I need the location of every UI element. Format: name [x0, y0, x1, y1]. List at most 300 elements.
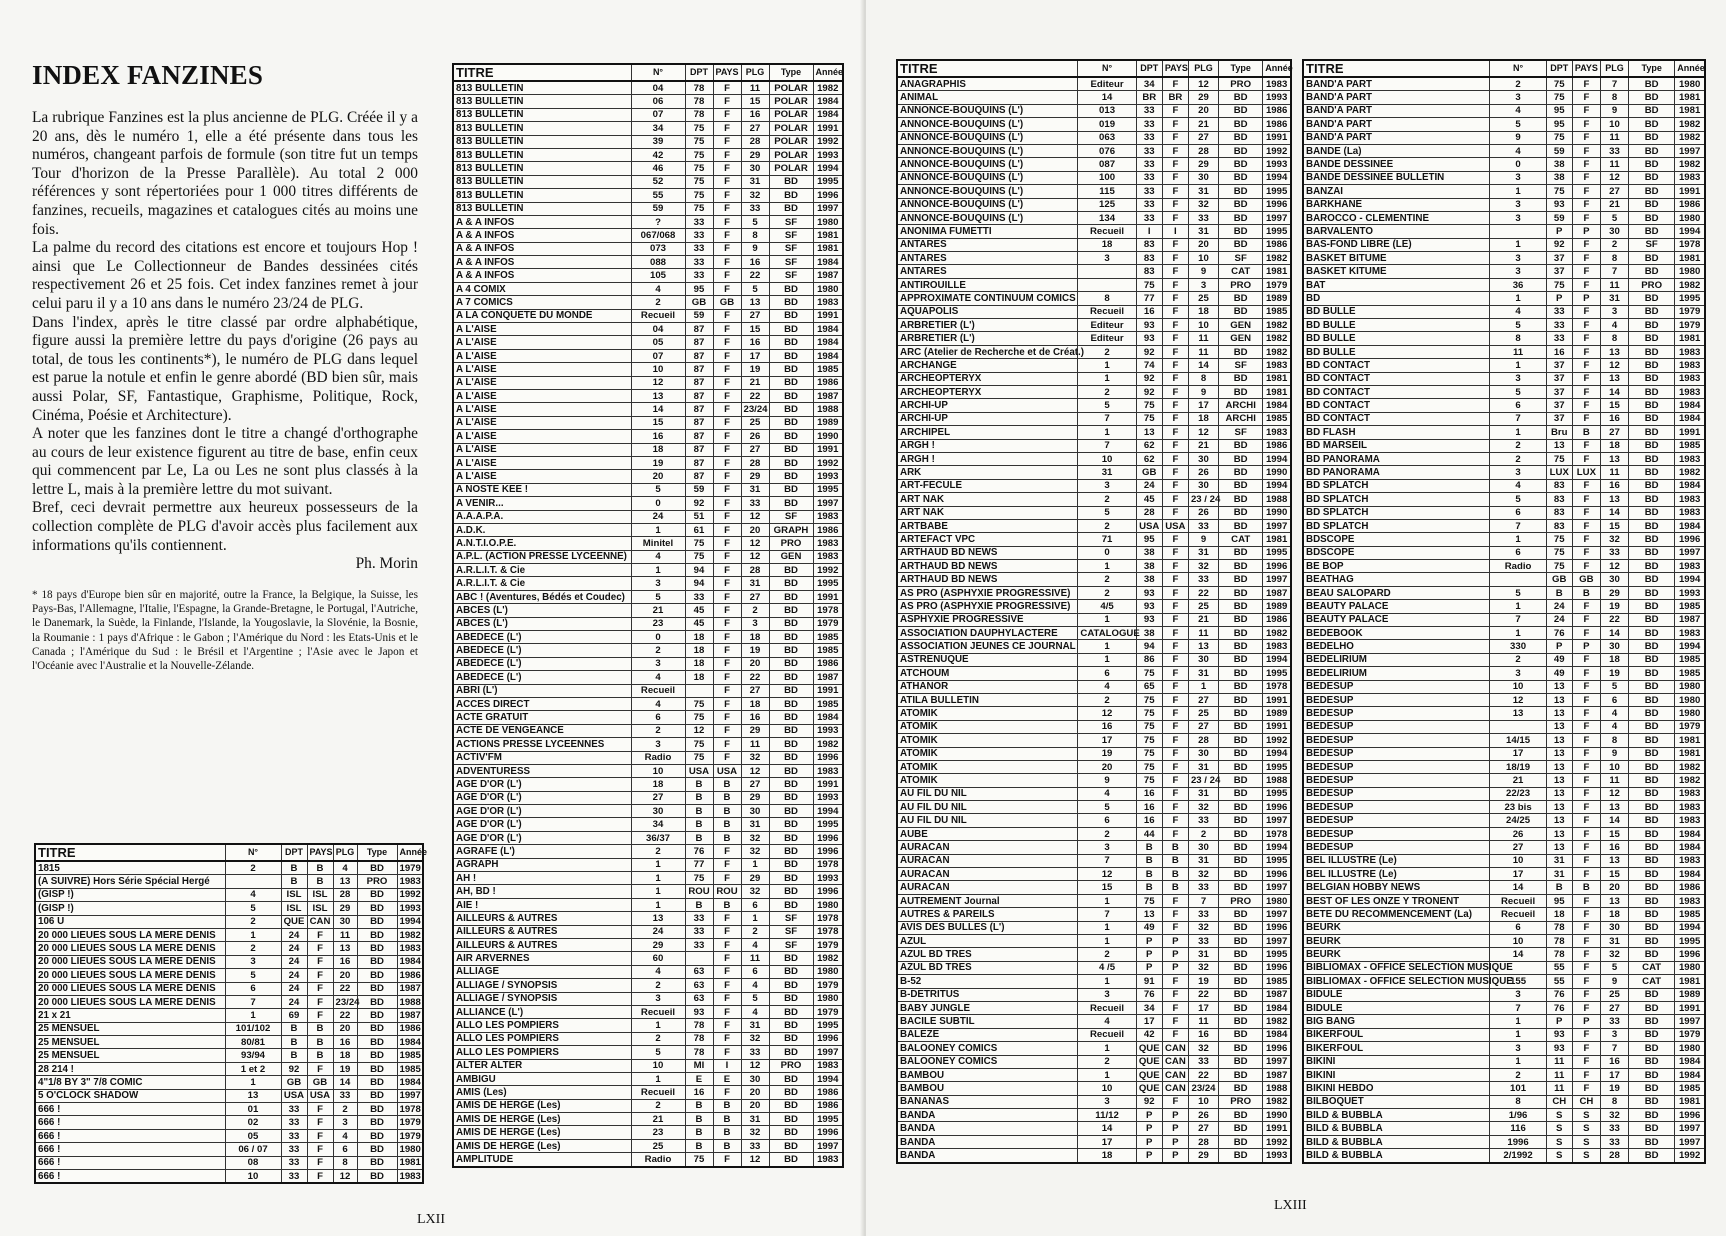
cell-numero: 1 — [1078, 1042, 1136, 1055]
cell-titre: ATILA BULLETIN — [897, 693, 1078, 706]
cell-numero: 06 / 07 — [225, 1143, 281, 1156]
cell-dpt: 78 — [685, 1046, 713, 1059]
cell-dpt: 87 — [685, 403, 713, 416]
cell-titre: BALEZE — [897, 1028, 1078, 1041]
cell-dpt: 92 — [1136, 1095, 1162, 1108]
table-row — [453, 939, 843, 952]
cell-titre: AVIS DES BULLES (L') — [897, 921, 1078, 934]
cell-dpt: 77 — [1136, 292, 1162, 305]
cell-numero: 3 — [631, 657, 685, 670]
cell-dpt: 13 — [1546, 760, 1572, 773]
cell-numero: 3 — [1490, 466, 1546, 479]
cell-type: BD — [357, 1049, 397, 1062]
cell-pays: F — [1572, 667, 1600, 680]
cell-type: BD — [1219, 144, 1263, 157]
cell-type: POLAR — [769, 148, 813, 161]
cell-pays: B — [307, 1036, 333, 1049]
page-title: INDEX FANZINES — [32, 60, 264, 90]
cell-numero: 067/068 — [631, 229, 685, 242]
cell-dpt: S — [1546, 1149, 1572, 1163]
cell-dpt: 75 — [685, 135, 713, 148]
cell-pays: B — [713, 831, 741, 844]
cell-numero: 26 — [1490, 827, 1546, 840]
cell-plg: 13 — [1600, 894, 1628, 907]
table-row — [897, 198, 1291, 211]
cell-plg: 22 — [333, 1009, 357, 1022]
cell-pays: F — [713, 456, 741, 469]
cell-dpt: 87 — [685, 323, 713, 336]
table-row — [1303, 707, 1705, 720]
cell-numero: Recueil — [631, 309, 685, 322]
cell-titre: ANTARES — [897, 265, 1078, 278]
cell-titre: ASPHYXIE PROGRESSIVE — [897, 613, 1078, 626]
cell-pays: F — [713, 711, 741, 724]
table-row — [1303, 760, 1705, 773]
cell-pays: F — [1162, 198, 1188, 211]
cell-titre: ARCHANGE — [897, 359, 1078, 372]
cell-plg: 15 — [1600, 399, 1628, 412]
cell-dpt: 75 — [685, 148, 713, 161]
cell-numero: 13 — [631, 912, 685, 925]
cell-dpt: 65 — [1136, 680, 1162, 693]
cell-annee: 1991 — [813, 684, 843, 697]
cell-dpt: B — [281, 1049, 307, 1062]
cell-type: BD — [769, 858, 813, 871]
cell-pays: F — [713, 309, 741, 322]
cell-plg: 19 — [1600, 1082, 1628, 1095]
cell-pays: B — [713, 898, 741, 911]
cell-titre: BACILE SUBTIL — [897, 1015, 1078, 1028]
cell-annee: 1983 — [1675, 894, 1705, 907]
cell-plg: 33 — [1188, 935, 1218, 948]
cell-titre: BALOONEY COMICS — [897, 1042, 1078, 1055]
cell-numero: 18 — [631, 778, 685, 791]
cell-plg: 13 — [1600, 372, 1628, 385]
cell-numero: 2 — [1078, 385, 1136, 398]
cell-numero: 2 — [1078, 827, 1136, 840]
cell-titre: AU FIL DU NIL — [897, 801, 1078, 814]
cell-dpt — [685, 952, 713, 965]
cell-numero: 2 — [631, 845, 685, 858]
cell-titre: AURACAN — [897, 854, 1078, 867]
cell-titre: BIKINI HEBDO — [1303, 1082, 1490, 1095]
cell-pays: F — [1572, 1068, 1600, 1081]
cell-plg: 30 — [1188, 479, 1218, 492]
table-row — [35, 969, 423, 982]
table-row — [897, 747, 1291, 760]
cell-pays: B — [307, 1022, 333, 1035]
cell-titre: BARVALENTO — [1303, 225, 1490, 238]
cell-pays: F — [1162, 693, 1188, 706]
cell-numero: 15 — [1078, 881, 1136, 894]
cell-dpt: 63 — [685, 992, 713, 1005]
cell-plg: 14 — [1600, 506, 1628, 519]
cell-plg: 11 — [741, 81, 769, 95]
table-row — [1303, 439, 1705, 452]
cell-dpt: 37 — [1546, 372, 1572, 385]
table-row — [35, 1049, 423, 1062]
cell-titre: ARTHAUD BD NEWS — [897, 546, 1078, 559]
cell-titre: ART-FECULE — [897, 479, 1078, 492]
table-row — [35, 1103, 423, 1116]
cell-titre: ACCES DIRECT — [453, 697, 631, 710]
cell-pays: F — [1572, 305, 1600, 318]
cell-numero: 23 — [631, 1126, 685, 1139]
cell-numero: 3 — [1490, 667, 1546, 680]
cell-dpt: 31 — [1546, 854, 1572, 867]
cell-annee: 1990 — [1263, 466, 1291, 479]
cell-type: BD — [1219, 1082, 1263, 1095]
cell-plg: 22 — [741, 671, 769, 684]
table-row — [897, 412, 1291, 425]
cell-titre: A LA CONQUETE DU MONDE — [453, 309, 631, 322]
table-row — [1303, 653, 1705, 666]
cell-pays: F — [713, 269, 741, 282]
cell-type: BD — [1219, 693, 1263, 706]
cell-type: BD — [1629, 332, 1675, 345]
cell-pays: F — [713, 403, 741, 416]
cell-titre: (A SUIVRE) Hors Série Spécial Hergé — [35, 875, 225, 888]
cell-dpt: 92 — [1546, 238, 1572, 251]
cell-numero: 21 — [631, 604, 685, 617]
cell-numero: 1 — [1490, 600, 1546, 613]
cell-pays: P — [1162, 1135, 1188, 1148]
table-row — [453, 885, 843, 898]
cell-numero: 93/94 — [225, 1049, 281, 1062]
table-row — [1303, 144, 1705, 157]
cell-titre: AMPLITUDE — [453, 1153, 631, 1167]
cell-type: BD — [1219, 506, 1263, 519]
cell-dpt: 13 — [1546, 774, 1572, 787]
cell-annee: 1985 — [813, 631, 843, 644]
table-row — [897, 774, 1291, 787]
cell-titre: ANNONCE-BOUQUINS (L') — [897, 198, 1078, 211]
cell-dpt: 75 — [1136, 720, 1162, 733]
cell-plg: 18 — [1188, 305, 1218, 318]
cell-numero: Recueil — [1078, 225, 1136, 238]
cell-dpt: 24 — [281, 928, 307, 941]
cell-annee: 1985 — [813, 363, 843, 376]
table-row — [1303, 519, 1705, 532]
cell-pays: B — [713, 818, 741, 831]
cell-dpt: 13 — [1546, 841, 1572, 854]
cell-dpt: QUE — [1136, 1042, 1162, 1055]
cell-plg: 32 — [1600, 533, 1628, 546]
table-row — [897, 533, 1291, 546]
table-row — [897, 627, 1291, 640]
cell-numero: 2 — [1078, 493, 1136, 506]
table-row — [35, 915, 423, 928]
cell-dpt: 38 — [1546, 171, 1572, 184]
cell-numero: 3 — [1490, 265, 1546, 278]
cell-pays: F — [1162, 734, 1188, 747]
cell-pays: F — [1572, 452, 1600, 465]
table-row — [897, 104, 1291, 117]
table-row — [1303, 921, 1705, 934]
cell-numero: 10 — [631, 363, 685, 376]
table-row — [897, 854, 1291, 867]
cell-annee: 1996 — [813, 1032, 843, 1045]
cell-dpt: 75 — [1546, 77, 1572, 91]
cell-dpt: 93 — [1136, 319, 1162, 332]
cell-type: BD — [1629, 91, 1675, 104]
cell-pays: F — [1162, 332, 1188, 345]
table-row — [1303, 1055, 1705, 1068]
column-header-annee: Année — [813, 64, 843, 81]
cell-pays: F — [1162, 104, 1188, 117]
cell-type: BD — [1629, 1028, 1675, 1041]
cell-pays: F — [1162, 185, 1188, 198]
cell-plg: 29 — [1188, 1149, 1218, 1163]
cell-type: BD — [1629, 345, 1675, 358]
cell-plg: 31 — [1600, 935, 1628, 948]
cell-dpt: ROU — [685, 885, 713, 898]
table-row — [897, 77, 1291, 91]
cell-pays: F — [713, 483, 741, 496]
cell-numero: 7 — [1078, 854, 1136, 867]
cell-pays: F — [713, 202, 741, 215]
cell-pays: F — [1572, 319, 1600, 332]
cell-type: BD — [1629, 586, 1675, 599]
cell-annee: 1995 — [1263, 225, 1291, 238]
cell-plg: 11 — [1600, 278, 1628, 291]
table-row — [897, 693, 1291, 706]
cell-plg: 16 — [1600, 479, 1628, 492]
table-row — [897, 1149, 1291, 1163]
cell-type: BD — [1629, 225, 1675, 238]
table-row — [453, 1046, 843, 1059]
cell-dpt: B — [685, 1113, 713, 1126]
table-row — [1303, 667, 1705, 680]
cell-type: BD — [1629, 412, 1675, 425]
table-row — [1303, 734, 1705, 747]
cell-titre: A & A INFOS — [453, 215, 631, 228]
cell-type: BD — [769, 577, 813, 590]
cell-numero: 30 — [631, 805, 685, 818]
cell-type: BD — [769, 697, 813, 710]
table-row — [1303, 975, 1705, 988]
cell-annee: 1984 — [813, 336, 843, 349]
cell-annee: 1995 — [813, 577, 843, 590]
cell-numero: 20 — [631, 470, 685, 483]
cell-annee: 1978 — [813, 604, 843, 617]
cell-annee: 1983 — [1675, 345, 1705, 358]
cell-dpt: B — [685, 778, 713, 791]
cell-plg: 28 — [741, 456, 769, 469]
cell-annee: 1994 — [1675, 225, 1705, 238]
table-row — [35, 1062, 423, 1075]
cell-titre: ART NAK — [897, 506, 1078, 519]
cell-type: BD — [357, 955, 397, 968]
cell-annee: 1988 — [1263, 1082, 1291, 1095]
cell-pays: B — [713, 791, 741, 804]
cell-dpt: 33 — [1136, 185, 1162, 198]
cell-numero: 0 — [631, 497, 685, 510]
cell-pays: F — [713, 845, 741, 858]
cell-titre: AZUL BD TRES — [897, 961, 1078, 974]
cell-pays: F — [713, 323, 741, 336]
cell-pays: F — [1162, 1001, 1188, 1014]
cell-numero: 59 — [631, 202, 685, 215]
cell-plg: 3 — [1600, 1028, 1628, 1041]
cell-pays: F — [1572, 693, 1600, 706]
table-row — [453, 376, 843, 389]
cell-dpt: 24 — [281, 955, 307, 968]
cell-titre: A & A INFOS — [453, 229, 631, 242]
table-row — [897, 211, 1291, 224]
cell-pays: F — [713, 872, 741, 885]
cell-numero: 4 — [631, 671, 685, 684]
cell-numero: 5 — [225, 902, 281, 915]
cell-plg: 16 — [1600, 1055, 1628, 1068]
cell-titre: ARCHI-UP — [897, 399, 1078, 412]
cell-annee: 1984 — [397, 1036, 423, 1049]
table-row — [453, 965, 843, 978]
cell-dpt: 16 — [1136, 787, 1162, 800]
cell-plg: 21 — [1600, 198, 1628, 211]
cell-type: BD — [769, 992, 813, 1005]
cell-annee: 1997 — [1263, 908, 1291, 921]
cell-titre: ATOMIK — [897, 707, 1078, 720]
cell-numero: 4 — [225, 888, 281, 901]
cell-titre: 813 BULLETIN — [453, 162, 631, 175]
cell-plg: 28 — [333, 888, 357, 901]
table-row — [453, 1139, 843, 1152]
cell-titre: A L'AISE — [453, 376, 631, 389]
cell-numero: 4 — [1078, 1015, 1136, 1028]
cell-annee: 1985 — [813, 644, 843, 657]
cell-annee: 1982 — [1675, 466, 1705, 479]
cell-plg: 28 — [1188, 144, 1218, 157]
cell-pays: F — [1162, 319, 1188, 332]
cell-dpt: GB — [1546, 573, 1572, 586]
table-row — [897, 1068, 1291, 1081]
cell-annee: 1979 — [813, 979, 843, 992]
cell-titre: A L'AISE — [453, 416, 631, 429]
cell-type: BD — [769, 1086, 813, 1099]
cell-annee: 1995 — [813, 1019, 843, 1032]
cell-type: BD — [1629, 546, 1675, 559]
table-header-row — [1303, 60, 1705, 77]
cell-dpt: 92 — [1136, 372, 1162, 385]
cell-pays: F — [1572, 801, 1600, 814]
cell-plg: 30 — [1188, 841, 1218, 854]
cell-pays: F — [713, 135, 741, 148]
cell-dpt: 16 — [685, 1086, 713, 1099]
cell-pays: B — [1162, 841, 1188, 854]
table-row — [897, 171, 1291, 184]
cell-numero: 18 — [1078, 1149, 1136, 1163]
cell-dpt: 16 — [1136, 305, 1162, 318]
table-row — [1303, 412, 1705, 425]
cell-pays: I — [1162, 225, 1188, 238]
cell-pays: F — [1162, 265, 1188, 278]
cell-annee: 1989 — [1263, 707, 1291, 720]
cell-titre: BD PANORAMA — [1303, 452, 1490, 465]
cell-plg: 5 — [741, 992, 769, 1005]
cell-annee: 1984 — [813, 711, 843, 724]
cell-numero: 5 — [1490, 319, 1546, 332]
cell-pays: F — [1572, 265, 1600, 278]
cell-dpt: 95 — [1546, 104, 1572, 117]
cell-dpt: 95 — [1546, 894, 1572, 907]
cell-annee: 1982 — [1263, 319, 1291, 332]
cell-pays: B — [1162, 868, 1188, 881]
cell-dpt: 75 — [685, 1153, 713, 1167]
cell-titre: 20 000 LIEUES SOUS LA MERE DENIS — [35, 969, 225, 982]
cell-numero: 7 — [1490, 1001, 1546, 1014]
table-row — [1303, 1095, 1705, 1108]
cell-type: BD — [769, 590, 813, 603]
cell-type: BD — [1219, 1068, 1263, 1081]
cell-pays: F — [1162, 399, 1188, 412]
table-row — [897, 1055, 1291, 1068]
cell-type: BD — [1629, 1001, 1675, 1014]
cell-titre: AS PRO (ASPHYXIE PROGRESSIVE) — [897, 586, 1078, 599]
table-row — [453, 577, 843, 590]
cell-pays: F — [713, 979, 741, 992]
cell-dpt: 75 — [1546, 533, 1572, 546]
cell-dpt: 59 — [1546, 144, 1572, 157]
cell-type: POLAR — [769, 135, 813, 148]
cell-type: BD — [1629, 693, 1675, 706]
cell-titre: 666 ! — [35, 1143, 225, 1156]
cell-numero: 1 — [1078, 359, 1136, 372]
cell-plg: 16 — [1188, 1028, 1218, 1041]
cell-pays: F — [1162, 573, 1188, 586]
cell-plg: 4 — [741, 1005, 769, 1018]
table-row — [897, 332, 1291, 345]
cell-plg: 12 — [1600, 560, 1628, 573]
cell-numero: 0 — [1490, 158, 1546, 171]
table-row — [1303, 814, 1705, 827]
table-row — [453, 1072, 843, 1085]
cell-type: BD — [1219, 680, 1263, 693]
cell-plg: 32 — [1188, 801, 1218, 814]
cell-plg: 22 — [1188, 1068, 1218, 1081]
cell-titre: ATHANOR — [897, 680, 1078, 693]
cell-type: BD — [1629, 1055, 1675, 1068]
column-header-numero: N° — [631, 64, 685, 81]
table-row — [453, 738, 843, 751]
cell-plg: 12 — [741, 1059, 769, 1072]
table-row — [453, 590, 843, 603]
cell-dpt: 76 — [1136, 988, 1162, 1001]
cell-numero: 06 — [631, 95, 685, 108]
table-row — [1303, 91, 1705, 104]
cell-plg: 15 — [1600, 827, 1628, 840]
cell-titre: AH ! — [453, 872, 631, 885]
cell-annee: 1984 — [397, 1076, 423, 1089]
cell-numero: 10 — [631, 1059, 685, 1072]
cell-annee: 1994 — [813, 805, 843, 818]
cell-titre: AMIS DE HERGE (Les) — [453, 1126, 631, 1139]
cell-pays: B — [1162, 881, 1188, 894]
cell-dpt: 13 — [1546, 720, 1572, 733]
cell-plg: 32 — [1600, 1109, 1628, 1122]
cell-titre: BIG BANG — [1303, 1015, 1490, 1028]
cell-titre: A L'AISE — [453, 443, 631, 456]
cell-numero: 24/25 — [1490, 814, 1546, 827]
cell-type: BD — [769, 631, 813, 644]
cell-type: BD — [1219, 171, 1263, 184]
cell-titre: BAMBOU — [897, 1082, 1078, 1095]
cell-dpt: E — [685, 1072, 713, 1085]
cell-type: SF — [769, 215, 813, 228]
cell-type: BD — [1219, 720, 1263, 733]
cell-annee: 1982 — [1675, 158, 1705, 171]
table-row — [453, 898, 843, 911]
